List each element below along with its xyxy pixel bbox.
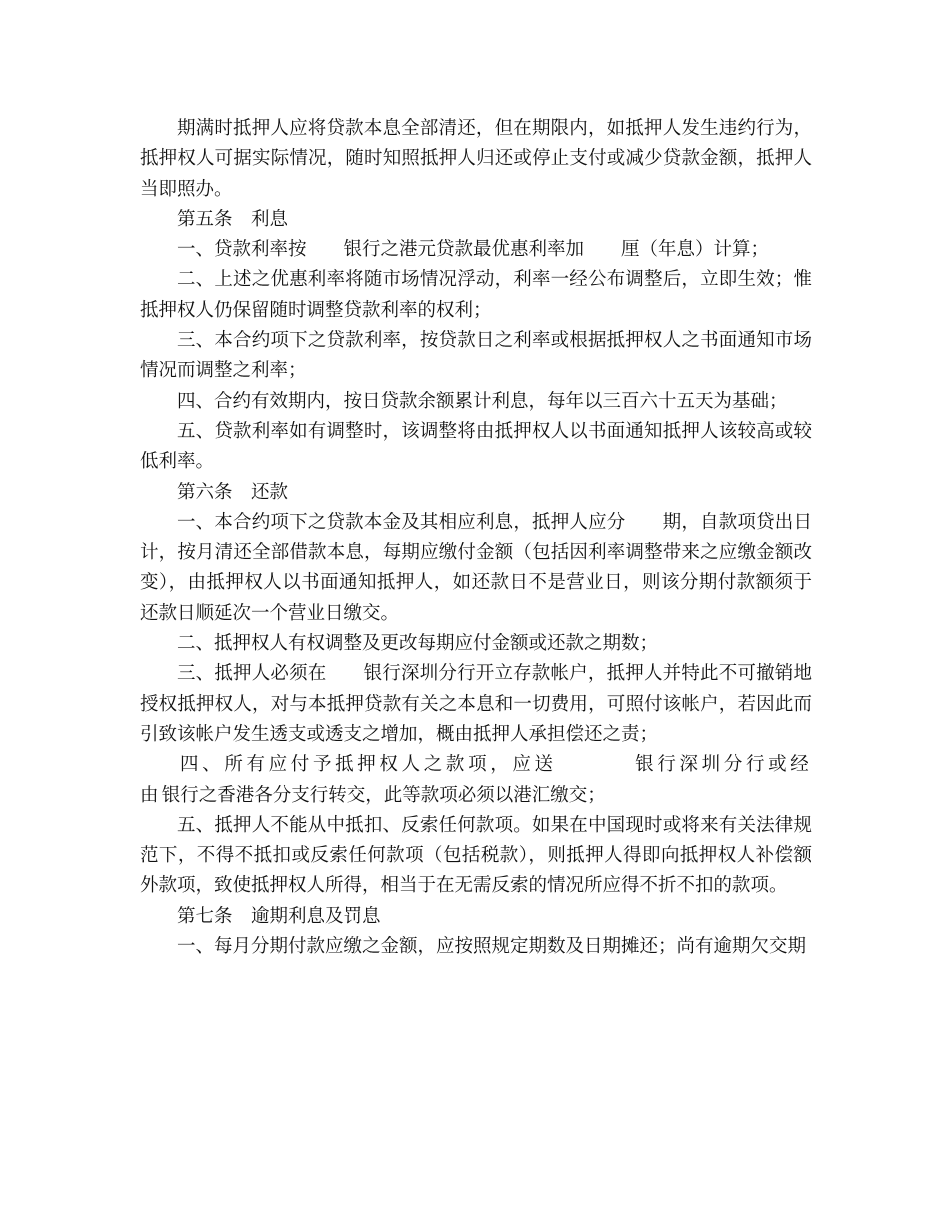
clause-text: 银行深圳分行或经由 (140, 754, 812, 806)
article-6-clause-3 (140, 659, 812, 750)
clause-text: 银行深圳分行开立存款帐户，抵押人并特此不可撤销地授权抵押权人，对与本抵押贷款有关之本息和一切费用，可照付该帐户，若因此而引致该帐户发生透支或透支之增加，概由抵押人承担偿还之责； (140, 663, 812, 745)
clause-text: 四、所有应付予抵押权人之款项，应送 (180, 754, 557, 776)
article-5-clause-3: 三、本合约项下之贷款利率，按贷款日之利率或根据抵押权人之书面通知市场情况而调整之利率； (140, 330, 812, 382)
article-6-clause-5: 五、抵押人不能从中抵扣、反索任何款项。如果在中国现时或将来有关法律规范下，不得不抵扣或反索任何款项（包括税款），则抵押人得即向抵押权人补偿额外款项，致使抵押权人所得，相当于在无需反索的情况所应得不折不扣的款项。 (140, 814, 812, 897)
article-5-clause-5: 五、贷款利率如有调整时，该调整将由抵押权人以书面通知抵押人该较高或较低利率。 (140, 420, 812, 473)
article-6-clause-4 (140, 750, 812, 811)
clause-text: 银行之香港各分支行转交，此等款项必须以港汇缴交； (161, 784, 606, 806)
article-7-clause-1: 一、每月分期付款应缴之金额，应按照规定期数及日期摊还；尚有逾期欠交期 (177, 936, 807, 958)
article-6-clause-2: 二、抵押权人有权调整及更改每期应付金额或还款之期数； (177, 633, 659, 655)
clause-text: 一、本合约项下之贷款本金及其相应利息，抵押人应分 (177, 511, 626, 533)
article-5-heading: 第五条 利息 (177, 208, 289, 230)
article-5-clause-2: 二、上述之优惠利率将随市场情况浮动，利率一经公布调整后，立即生效；惟抵押权人仍保留随时调整贷款利率的权利； (140, 269, 812, 321)
article-6-clause-1 (140, 508, 812, 629)
clause-text: 厘（年息）计算； (621, 239, 770, 261)
article-6-heading: 第六条 还款 (177, 481, 289, 503)
article-5-clause-4: 四、合约有效期内，按日贷款余额累计利息，每年以三百六十五天为基础； (177, 390, 788, 412)
clause-text: 银行之港元贷款最优惠利率加 (343, 239, 585, 261)
article-5-clause-1 (140, 235, 812, 265)
paragraph-repayment-terms: 期满时抵押人应将贷款本息全部清还，但在期限内，如抵押人发生违约行为，抵押权人可据实际情况，随时知照抵押人归还或停止支付或减少贷款金额，抵押人当即照办。 (140, 118, 812, 200)
document-body (140, 114, 812, 962)
clause-text: 一、贷款利率按 (177, 239, 307, 261)
clause-text: 三、抵押人必须在 (177, 663, 327, 685)
article-7-heading: 第七条 逾期利息及罚息 (177, 905, 381, 927)
clause-text: 期，自款项贷出日计，按月清还全部借款本息，每期应缴付金额（包括因利率调整带来之应缴金额改变），由抵押权人以书面通知抵押人，如还款日不是营业日，则该分期付款额须于还款日顺延次一个营业日缴交。 (140, 511, 812, 624)
